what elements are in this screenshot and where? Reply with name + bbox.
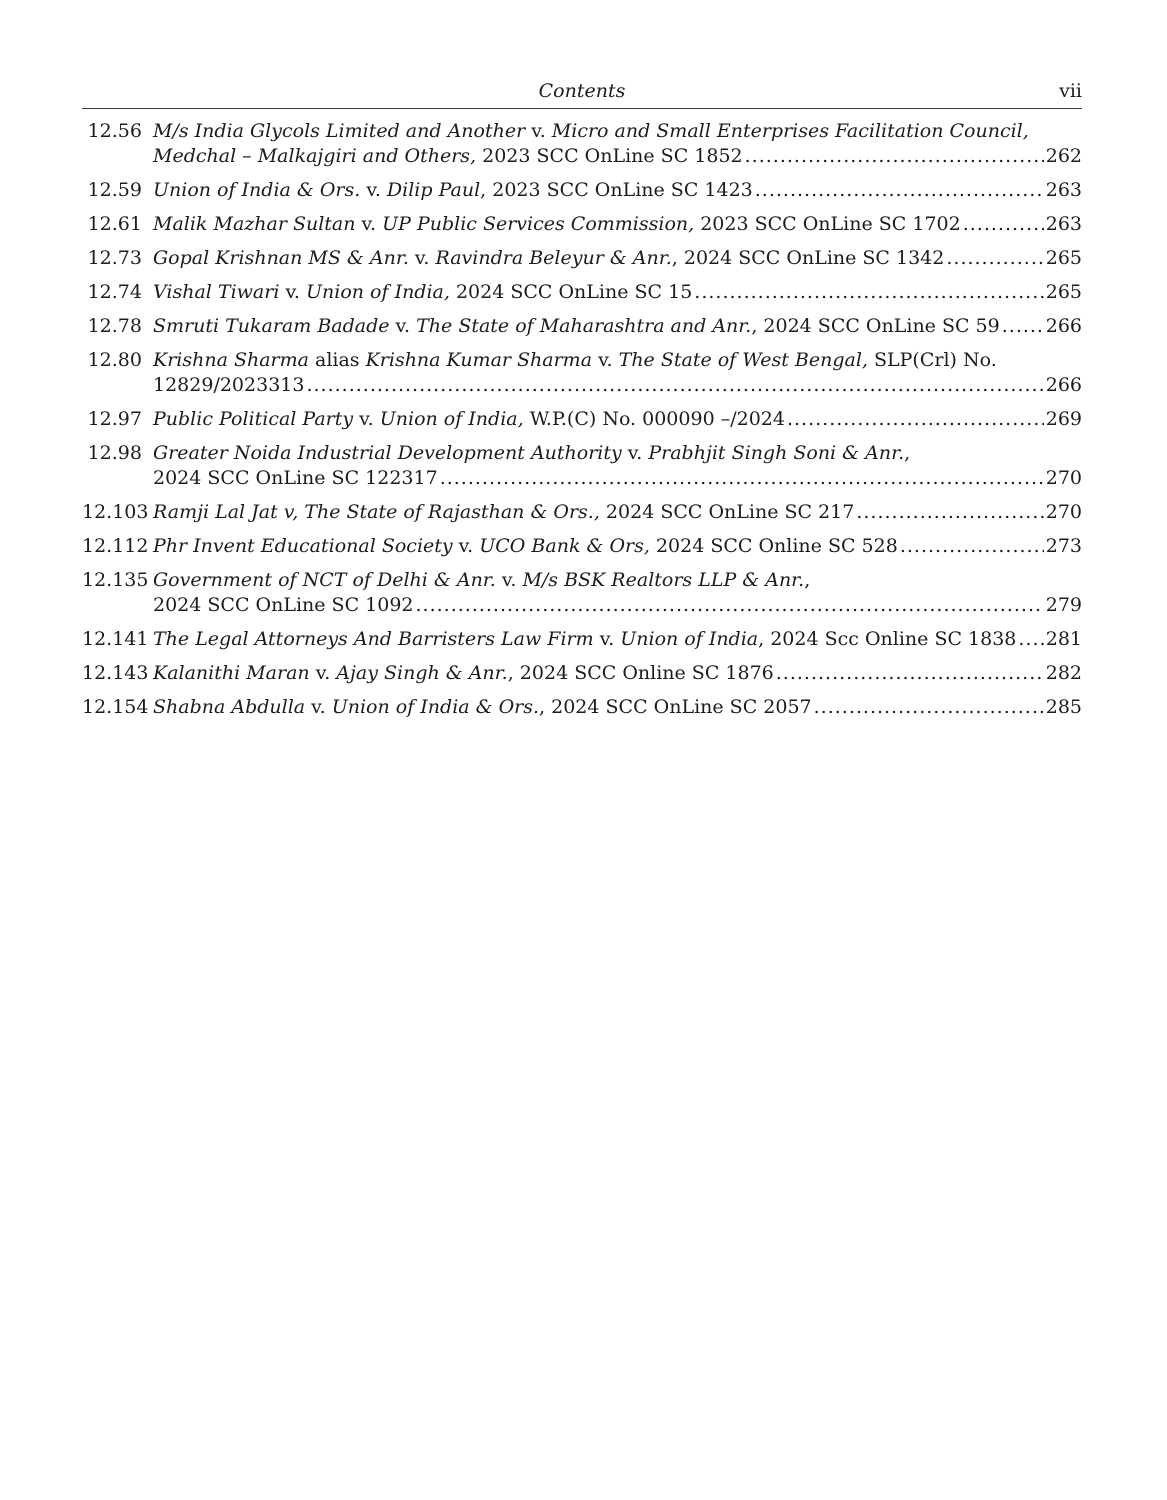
toc-entry [82,407,1082,432]
entry-body [153,314,1082,339]
case-party: Ramji Lal Jat v, The State of Rajasthan & Ors., [153,501,600,523]
entry-text [153,373,304,398]
case-party: Kalanithi Maran [153,662,310,684]
citation-text: v. [525,120,552,142]
toc-entry [82,119,1082,169]
case-party: Phr Invent Educational Society [153,535,453,557]
entry-text [153,569,810,591]
entry-number: 12.112 [82,535,149,557]
case-party: Malik Mazhar Sultan [153,213,356,235]
citation-text: v. [389,315,417,337]
case-party: The Legal Attorneys And Barristers Law Firm [153,628,594,650]
citation-text: v. [305,696,332,718]
citation-text: , 2024 SCC OnLine SC 2057 [539,696,812,718]
entry-page-number: 273 [1045,535,1082,557]
entry-text [153,500,854,525]
citation-text: v. [360,179,387,201]
toc-entry [82,212,1082,237]
entry-number: 12.61 [87,213,142,235]
entry-text [153,534,898,559]
citation-text: v. [592,349,619,371]
entry-body [153,534,1082,559]
entry-final-line [153,534,1082,559]
case-party: Union of India, [306,281,450,303]
entry-page-number: 263 [1045,213,1082,235]
toc-entry [82,661,1082,686]
citation-text: v. [355,213,383,235]
case-party: UCO Bank & Ors, [479,535,650,557]
entry-number: 12.73 [87,247,142,269]
citation-text: v. [621,442,649,464]
citation-text: v. [452,535,480,557]
citation-text: , 2024 SCC OnLine SC 1342 [671,247,945,269]
entry-body [153,280,1082,305]
entry-page-number: 266 [1045,315,1082,337]
case-party: The State of West Bengal, [618,349,868,371]
entry-line [153,119,1082,144]
entry-number: 12.97 [87,408,142,430]
citation-text: v. [309,662,337,684]
toc-entry [82,348,1082,398]
entry-page-number: 262 [1045,145,1082,167]
contents-list [82,119,1082,720]
citation-text: 12829/2023313 [153,374,305,396]
entry-text [153,314,1000,339]
entry-final-line [153,373,1082,398]
case-party: Smruti Tukaram Badade [153,315,390,337]
entry-body [153,500,1082,525]
case-party: Union of India, [379,408,524,430]
citation-text: v. [279,281,307,303]
entry-page-number: 282 [1045,662,1082,684]
entry-number: 12.103 [82,501,149,523]
entry-number: 12.143 [82,662,149,684]
citation-text: SLP(Crl) No. [867,349,997,371]
case-party: Ravindra Beleyur & Anr. [435,247,672,269]
entry-body [153,568,1082,618]
entry-page-number: 285 [1045,696,1082,718]
citation-text: 2024 SCC OnLine SC 15 [449,281,693,303]
citation-text: v. [593,628,621,650]
case-party: Medchal – Malkajgiri and Others, [153,145,477,167]
entry-body [153,441,1082,491]
entry-page-number: 265 [1045,281,1082,303]
dot-leader [755,178,1044,203]
toc-entry [82,441,1082,491]
dot-leader [694,280,1043,305]
citation-text: , 2024 SCC Online SC 1876 [507,662,774,684]
entry-number: 12.80 [87,349,142,371]
entry-final-line [153,212,1082,237]
entry-text [153,178,753,203]
entry-text [153,661,774,686]
dot-leader [856,500,1043,525]
entry-text [153,246,944,271]
entry-page-number: 279 [1045,594,1082,616]
dot-leader [963,212,1044,237]
entry-final-line [153,695,1082,720]
entry-text [153,407,785,432]
citation-text: , 2024 SCC OnLine SC 59 [751,315,1000,337]
entry-body [153,212,1082,237]
case-party: UP Public Services Commission, [382,213,695,235]
citation-text: v. [353,408,380,430]
entry-page-number: 269 [1045,408,1082,430]
entry-final-line [153,500,1082,525]
running-title: Contents [538,80,626,102]
citation-text: 2023 SCC OnLine SC 1852 [476,145,743,167]
entry-final-line [153,593,1082,618]
case-party: Krishna Kumar Sharma [365,349,593,371]
case-party: Ajay Singh & Anr. [336,662,508,684]
dot-leader [1002,314,1044,339]
entry-number: 12.59 [87,179,142,201]
citation-text: 2023 SCC OnLine SC 1702 [694,213,961,235]
citation-text: , [804,569,811,591]
entry-text [153,120,1029,142]
entry-text [153,144,743,169]
entry-final-line [153,314,1082,339]
entry-final-line [153,661,1082,686]
dot-leader [416,593,1044,618]
case-party: Union of India & Ors. [331,696,540,718]
citation-text: 2024 SCC Online SC 528 [649,535,898,557]
citation-text: , [904,442,911,464]
citation-text: 2024 SCC OnLine SC 122317 [153,467,438,489]
entry-body [153,348,1082,398]
toc-entry [82,178,1082,203]
entry-number: 12.135 [82,569,149,591]
dot-leader [440,466,1044,491]
entry-number: 12.98 [87,442,142,464]
dot-leader [946,246,1043,271]
entry-number: 12.56 [87,120,142,142]
citation-text: v. [495,569,523,591]
case-party: Union of India & Ors. [153,179,361,201]
running-header [82,78,1082,109]
entry-final-line [153,280,1082,305]
entry-page-number: 270 [1045,467,1082,489]
entry-page-number: 265 [1045,247,1082,269]
entry-text [153,212,961,237]
entry-body [153,695,1082,720]
case-party: Union of India [620,628,759,650]
dot-leader [776,661,1044,686]
dot-leader [745,144,1044,169]
entry-text [153,349,997,371]
toc-entry [82,500,1082,525]
citation-text: 2024 SCC OnLine SC 217 [599,501,855,523]
entry-final-line [153,627,1082,652]
citation-text: , 2024 Scc Online SC 1838 [758,628,1017,650]
case-party: M/s BSK Realtors LLP & Anr. [522,569,805,591]
citation-text: , 2023 SCC OnLine SC 1423 [480,179,753,201]
toc-entry [82,314,1082,339]
entry-text [153,627,1016,652]
case-party: Krishna Sharma [153,349,309,371]
entry-body [153,407,1082,432]
dot-leader [306,373,1043,398]
entry-final-line [153,178,1082,203]
entry-text [153,280,692,305]
entry-number: 12.78 [87,315,142,337]
entry-body [153,627,1082,652]
entry-number: 12.74 [87,281,142,303]
citation-text: W.P.(C) No. 000090 –/2024 [523,408,785,430]
case-party: Dilip Paul [386,179,481,201]
toc-entry [82,627,1082,652]
entry-page-number: 281 [1045,628,1082,650]
entry-final-line [153,466,1082,491]
dot-leader [787,407,1044,432]
toc-entry [82,534,1082,559]
entry-body [153,119,1082,169]
entry-page-number: 263 [1045,179,1082,201]
entry-final-line [153,246,1082,271]
case-party: The State of Maharashtra and Anr. [416,315,752,337]
citation-text: 2024 SCC OnLine SC 1092 [153,594,414,616]
entry-text [153,466,438,491]
entry-body [153,178,1082,203]
entry-text [153,695,812,720]
entry-number: 12.141 [82,628,149,650]
toc-entry [82,568,1082,618]
entry-number: 12.154 [82,696,149,718]
entry-line [153,348,1082,373]
dot-leader [1018,627,1043,652]
entry-line [153,441,1082,466]
citation-text: alias [308,349,366,371]
entry-page-number: 266 [1045,374,1082,396]
entry-final-line [153,407,1082,432]
citation-text: v. [408,247,436,269]
toc-entry [82,246,1082,271]
case-party: Government of NCT of Delhi & Anr. [153,569,496,591]
entry-text [153,442,910,464]
case-party: Gopal Krishnan MS & Anr. [153,247,409,269]
case-party: Public Political Party [153,408,354,430]
case-party: Vishal Tiwari [153,281,280,303]
entry-line [153,568,1082,593]
entry-body [153,246,1082,271]
entry-final-line [153,144,1082,169]
dot-leader [814,695,1044,720]
dot-leader [900,534,1044,559]
case-party: M/s India Glycols Limited and Another [153,120,526,142]
entry-page-number: 270 [1045,501,1082,523]
case-party: Greater Noida Industrial Development Authority [153,442,622,464]
case-party: Micro and Small Enterprises Facilitation Council, [551,120,1029,142]
entry-text [153,593,414,618]
case-party: Shabna Abdulla [153,696,306,718]
entry-body [153,661,1082,686]
toc-entry [82,695,1082,720]
case-party: Prabhjit Singh Soni & Anr. [648,442,905,464]
contents-page [82,78,1082,729]
toc-entry [82,280,1082,305]
page-number: vii [1059,80,1082,102]
